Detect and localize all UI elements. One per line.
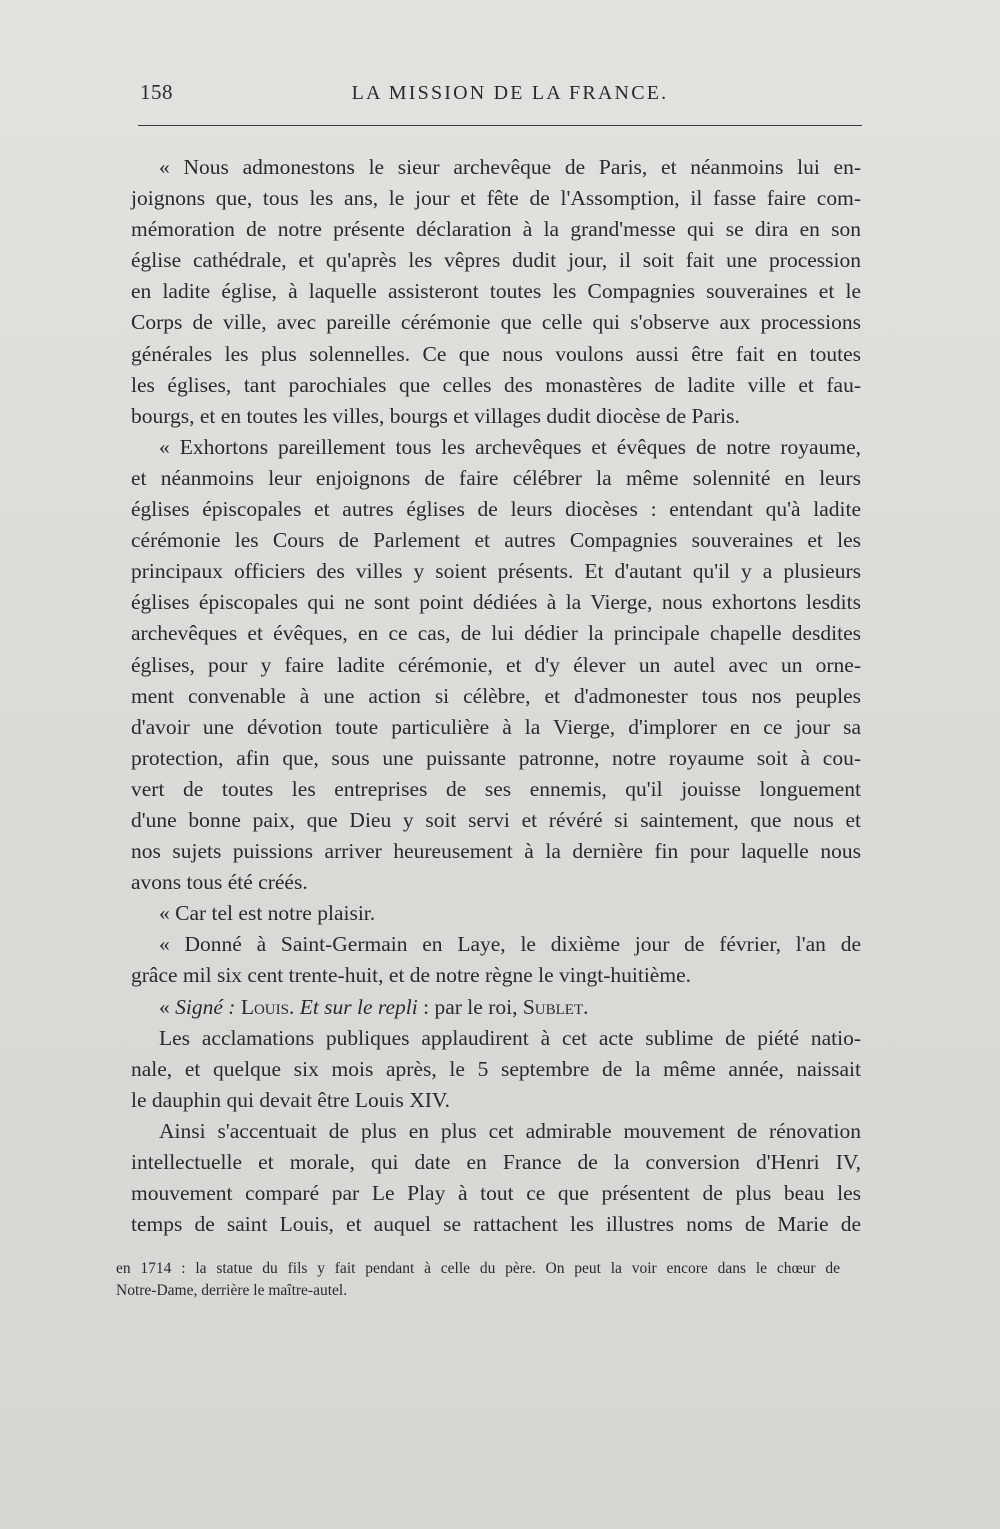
- text-line: vert de toutes les entreprises de ses ennemis, qu'il jouisse longuement: [131, 776, 861, 801]
- text-line: protection, afin que, sous une puissante patronne, notre royaume soit à cou-: [131, 745, 861, 770]
- text-line: le dauphin qui devait être Louis XIV.: [131, 1087, 451, 1112]
- text-line: nale, et quelque six mois après, le 5 septembre de la même année, naissait: [131, 1056, 861, 1081]
- text-line: cérémonie les Cours de Parlement et autres Compagnies souveraines et les: [131, 528, 861, 553]
- signature-sep: .: [288, 994, 300, 1019]
- signature-sublet: Sublet: [522, 994, 584, 1019]
- text-line: générales les plus solennelles. Ce que nous voulons aussi être fait en toutes: [131, 341, 861, 366]
- footnote-line: Notre-Dame, derrière le maître-autel.: [116, 1282, 348, 1299]
- body-text: [131, 152, 861, 1240]
- text-line: d'avoir une dévotion toute particulière à la Vierge, d'implorer en ce jour sa: [131, 714, 861, 739]
- signature-end: .: [583, 994, 589, 1019]
- text-line: principaux officiers des villes y soient présents. Et d'autant qu'il y a plusieurs: [131, 559, 861, 584]
- text-line: bourgs, et en toutes les villes, bourgs et villages dudit diocèse de Paris.: [131, 403, 740, 428]
- text-line: et néanmoins leur enjoignons de faire célébrer la même solennité en leurs: [131, 465, 861, 490]
- signature-repli: Et sur le repli: [299, 994, 418, 1019]
- text-line: mouvement comparé par Le Play à tout ce que présentent de plus beau les: [131, 1181, 861, 1206]
- running-title: LA MISSION DE LA FRANCE.: [351, 82, 669, 104]
- text-line: « Car tel est notre plaisir.: [159, 901, 376, 926]
- text-line: église cathédrale, et qu'après les vêpres dudit jour, il soit fait une procession: [131, 248, 861, 273]
- signature-signe: Signé :: [175, 994, 236, 1019]
- text-line: avons tous été créés.: [131, 870, 308, 895]
- text-line: « Nous admonestons le sieur archevêque de Paris, et néanmoins lui en-: [159, 155, 861, 179]
- text-line: Corps de ville, avec pareille cérémonie que celle qui s'observe aux processions: [131, 310, 861, 335]
- text-line: joignons que, tous les ans, le jour et fête de l'Assomption, il fasse faire com-: [131, 186, 861, 211]
- text-line: mémoration de notre présente déclaration à la grand'messe qui se dira en son: [131, 217, 861, 242]
- text-line: nos sujets puissions arriver heureusement à la dernière fin pour laquelle nous: [131, 839, 861, 864]
- signature-open: «: [159, 994, 176, 1019]
- text-line: « Donné à Saint-Germain en Laye, le dixième jour de février, l'an de: [159, 932, 861, 957]
- text-line: en ladite église, à laquelle assisteront toutes les Compagnies souveraines et le: [131, 279, 861, 304]
- text-line: les églises, tant parochiales que celles des monastères de ladite ville et fau-: [131, 372, 861, 397]
- signature-louis: Louis: [240, 994, 289, 1019]
- text-line: églises épiscopales qui ne sont point dédiées à la Vierge, nous exhortons lesdits: [131, 590, 861, 615]
- signature-line: [131, 992, 861, 1023]
- text-line: intellectuelle et morale, qui date en France de la conversion d'Henri IV,: [131, 1150, 861, 1174]
- text-line: d'une bonne paix, que Dieu y soit servi et révéré si saintement, que nous et: [131, 807, 861, 832]
- footnote: [116, 1258, 840, 1302]
- text-line: églises épiscopales et autres églises de leurs diocèses : entendant qu'à ladite: [131, 497, 861, 522]
- text-line: Les acclamations publiques applaudirent à cet acte sublime de piété natio-: [159, 1025, 861, 1050]
- text-line: ment convenable à une action si célèbre, et d'admonester tous nos peuples: [131, 683, 861, 708]
- text-line: grâce mil six cent trente-huit, et de notre règne le vingt-huitième.: [131, 963, 691, 988]
- footnote-line: en 1714 : la statue du fils y fait pendant à celle du père. On peut la voir encore dans le chœur de: [116, 1260, 840, 1277]
- header-rule: [138, 125, 862, 126]
- running-head: [140, 80, 860, 110]
- text-line: temps de saint Louis, et auquel se rattachent les illustres noms de Marie de: [131, 1212, 861, 1237]
- text-line: « Exhortons pareillement tous les archevêques et évêques de notre royaume,: [159, 434, 861, 459]
- text-line: Ainsi s'accentuait de plus en plus cet admirable mouvement de rénovation: [159, 1118, 861, 1143]
- text-line: archevêques et évêques, en ce cas, de lui dédier la principale chapelle desdites: [131, 621, 861, 646]
- page-number: 158: [140, 80, 173, 104]
- text-line: églises, pour y faire ladite cérémonie, et d'y élever un autel avec un orne-: [131, 652, 861, 677]
- signature-mid: : par le roi,: [417, 994, 523, 1019]
